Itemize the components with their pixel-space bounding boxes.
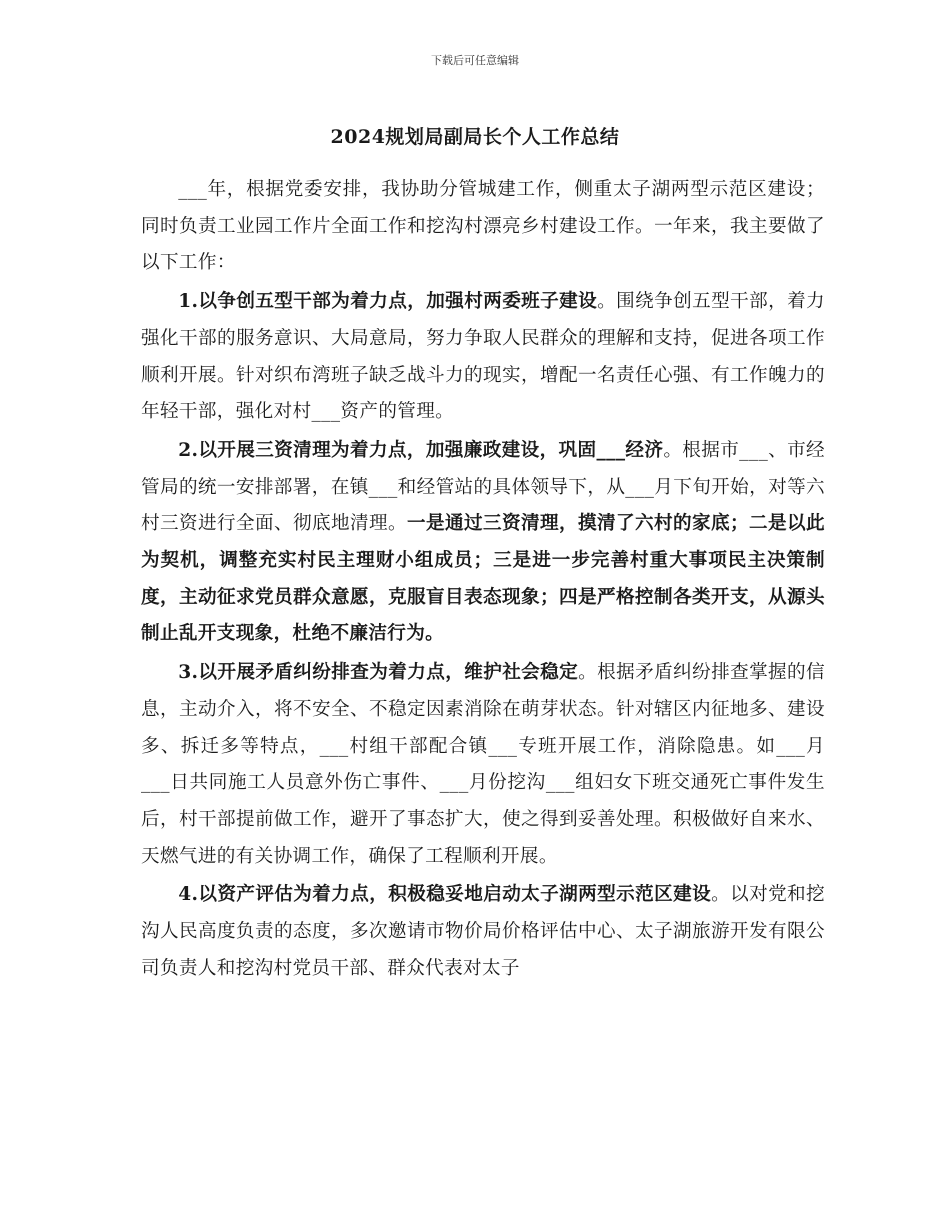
paragraph-text: 。以对党和挖沟人民高度负责的态度，多次邀请市物价局价格评估中心、太子湖旅游开发有限公司负责人和挖沟村党员干部、群众代表对太子 [141, 884, 825, 979]
paragraph-item-2 [141, 433, 825, 653]
paragraph-heading: 2.以开展三资清理为着力点，加强廉政建设，巩固___经济 [178, 439, 664, 461]
paragraph-heading: 1.以争创五型干部为着力点，加强村两委班子建设 [178, 291, 598, 313]
paragraph-text: 。围绕争创五型干部，着力强化干部的服务意识、大局意局，努力争取人民群众的理解和支持，促进各项工作顺利开展。针对织布湾班子缺乏战斗力的现实，增配一名责任心强、有工作魄力的年轻干部，强化对村___资产的管理。 [141, 291, 825, 423]
paragraph-item-4 [141, 877, 825, 987]
paragraph-emphasis: 一是通过三资清理，摸清了六村的家底；二是以此为契机，调整充实村民主理财小组成员；三是进一步完善村重大事项民主决策制度，主动征求党员群众意愿，克服盲目表态现象；四是严格控制各类开支，从源头制止乱开支现象，杜绝不廉洁行为。 [141, 513, 826, 645]
paragraph-heading: 4.以资产评估为着力点，积极稳妥地启动太子湖两型示范区建设 [178, 884, 712, 906]
paragraph-intro [141, 172, 825, 282]
paragraph-text: ___年，根据党委安排，我协助分管城建工作，侧重太子湖两型示范区建设；同时负责工业园工作片全面工作和挖沟村漂亮乡村建设工作。一年来，我主要做了以下工作： [141, 179, 825, 274]
paragraph-item-3 [141, 655, 825, 875]
document-body [141, 172, 825, 989]
paragraph-text: 。根据市___、市经管局的统一安排部署，在镇___和经管站的具体领导下，从___月下旬开始，对等六村三资进行全面、彻底地清理。 [141, 439, 825, 535]
paragraph-heading: 3.以开展矛盾纠纷排查为着力点，维护社会稳定 [178, 662, 579, 684]
paragraph-text: 。根据矛盾纠纷排查掌握的信息，主动介入，将不安全、不稳定因素消除在萌芽状态。针对辖区内征地多、建设多、拆迁多等特点，___村组干部配合镇___专班开展工作，消除隐患。如___月___日共同施工人员意外伤亡事件、___月份挖沟___组妇女下班交通死亡事件发生后，村干部提前做工作，避开了事态扩大，使之得到妥善处理。积极做好自来水、天燃气进的有关协调工作，确保了工程顺利开展。 [141, 662, 825, 867]
paragraph-item-1 [141, 284, 825, 431]
header-note: 下载后可任意编辑 [431, 54, 519, 67]
document-title: 2024规划局副局长个人工作总结 [330, 126, 620, 148]
